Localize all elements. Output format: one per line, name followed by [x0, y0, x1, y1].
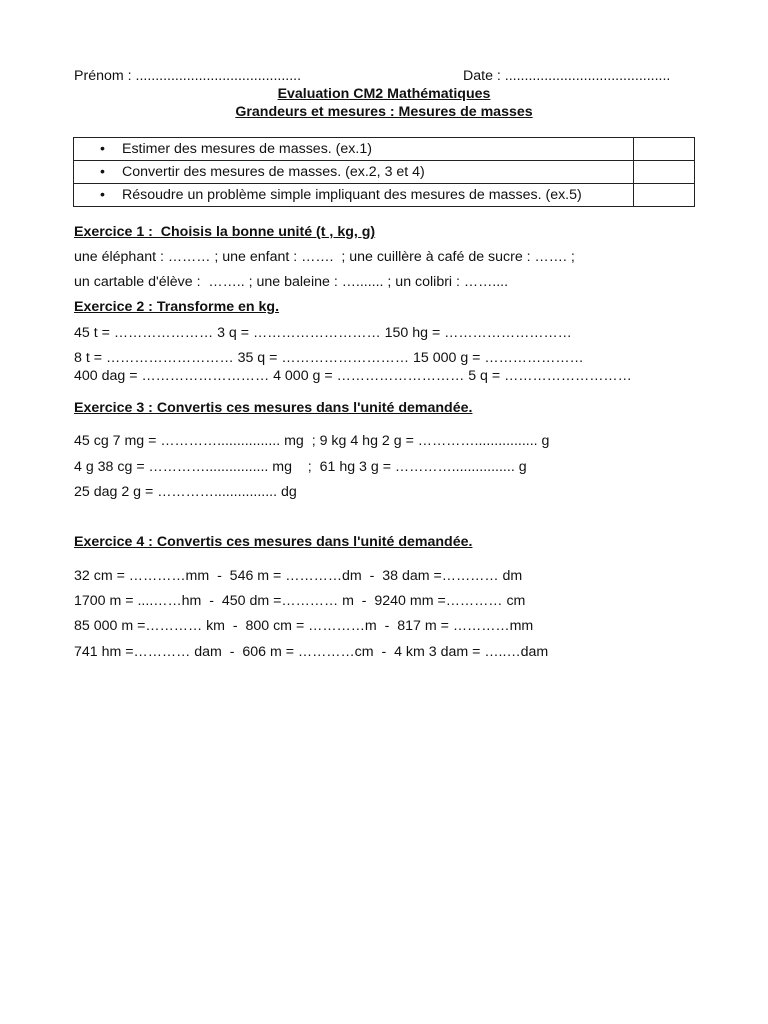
- ex2-line: 45 t = ………………… 3 q = ……………………… 150 hg = ………………………: [74, 325, 572, 341]
- score-box: [634, 161, 695, 184]
- ex3-title: Exercice 3 : Convertis ces mesures dans l'unité demandée.: [74, 400, 473, 416]
- bullet-icon: •: [100, 164, 105, 180]
- ex2-line: 400 dag = ……………………… 4 000 g = ……………………… 5 q = ………………………: [74, 368, 632, 384]
- objective-row: [74, 161, 695, 184]
- prenom-field: Prénom : ..........................................: [74, 68, 302, 84]
- objective-cell: [74, 184, 634, 207]
- sub-title: Grandeurs et mesures : Mesures de masses: [235, 104, 533, 120]
- objective-text: Estimer des mesures de masses. (ex.1): [122, 141, 372, 157]
- ex2-title: Exercice 2 : Transforme en kg.: [74, 299, 280, 315]
- ex3-line: 25 dag 2 g = …………................ dg: [74, 484, 297, 500]
- ex2-line: 8 t = ……………………… 35 q = ……………………… 15 000 g = …………………: [74, 350, 584, 366]
- ex1-line: un cartable d'élève : …….. ; une baleine : …....... ; un colibri : ……....: [74, 274, 509, 290]
- objective-row: [74, 184, 695, 207]
- ex3-line: 45 cg 7 mg = …………................ mg ; 9 kg 4 hg 2 g = …………................ g: [74, 433, 550, 449]
- score-box: [634, 138, 695, 161]
- ex4-line: 32 cm = …………mm - 546 m = …………dm - 38 dam =………… dm: [74, 568, 523, 584]
- main-title: Evaluation CM2 Mathématiques: [277, 86, 491, 102]
- ex4-line: 1700 m = ....……hm - 450 dm =………… m - 9240 mm =………… cm: [74, 593, 526, 609]
- objective-text: Convertir des mesures de masses. (ex.2, 3 et 4): [122, 164, 425, 180]
- ex1-line: une éléphant : ……… ; une enfant : ……. ; une cuillère à café de sucre : ……. ;: [74, 249, 575, 265]
- objective-cell: [74, 138, 634, 161]
- objective-cell: [74, 161, 634, 184]
- ex4-title: Exercice 4 : Convertis ces mesures dans l'unité demandée.: [74, 534, 473, 550]
- score-box: [634, 184, 695, 207]
- ex3-line: 4 g 38 cg = …………................ mg ; 61 hg 3 g = …………................ g: [74, 459, 527, 475]
- objective-row: [74, 138, 695, 161]
- bullet-icon: •: [100, 187, 105, 203]
- ex1-title: Exercice 1 : Choisis la bonne unité (t , kg, g): [74, 224, 376, 240]
- ex4-line: 85 000 m =………… km - 800 cm = …………m - 817 m = …………mm: [74, 618, 534, 634]
- bullet-icon: •: [100, 141, 105, 157]
- objective-text: Résoudre un problème simple impliquant des mesures de masses. (ex.5): [122, 187, 582, 203]
- ex4-line: 741 hm =………… dam - 606 m = …………cm - 4 km 3 dam = …..…dam: [74, 644, 549, 660]
- objectives-table: [73, 137, 695, 207]
- date-field: Date : ..........................................: [463, 68, 671, 84]
